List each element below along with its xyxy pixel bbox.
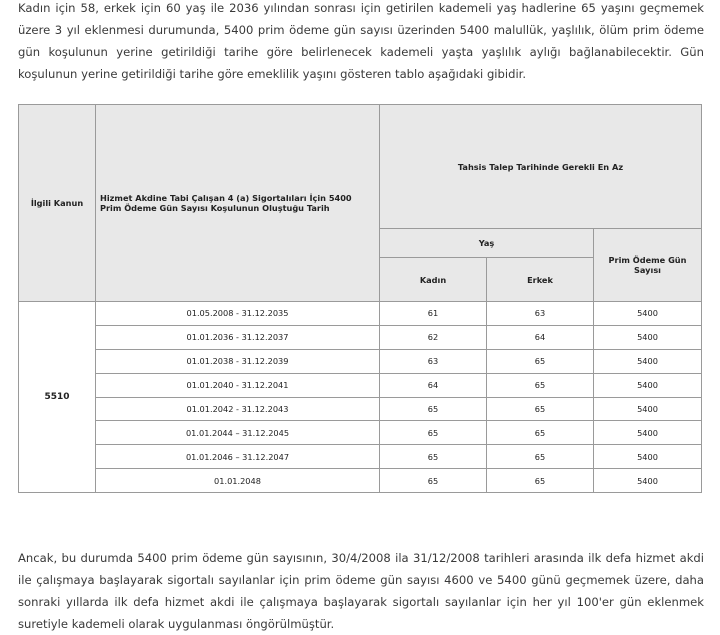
male-age-cell: 63 (487, 302, 594, 326)
date-cell: 01.01.2042 - 31.12.2043 (96, 397, 380, 421)
header-required-minimum: Tahsis Talep Tarihinde Gerekli En Az (380, 105, 702, 229)
table-row (19, 421, 702, 445)
table-row (19, 373, 702, 397)
outro-paragraph: Ancak, bu durumda 5400 prim ödeme gün sayısının, 30/4/2008 ila 31/12/2008 tarihleri arasında ilk defa hizmet akdi ile çalışmaya başlayarak sigortalı sayılanlar için prim ödeme gün sayısı 4600 ve 5400 günü geçmemek üzere, daha sonraki yıllarda ilk defa hizmet akdi ile çalışmaya başlayarak sigortalı sayılanlar için her yıl 100'er gün eklenmek suretiyle kademeli olarak uygulanması öngörülmüştür. (18, 551, 704, 631)
intro-paragraph: Kadın için 58, erkek için 60 yaş ile 2036 yılından sonrası için getirilen kademeli yaş hadlerine 65 yaşını geçmemek üzere 3 yıl eklenmesi durumunda, 5400 prim ödeme gün sayısı üzerinden 5400 malullük, yaşlılık, ölüm prim ödeme gün koşulunun yerine getirildiği tarihe göre belirlenecek kademeli yaşta yaşlılık aylığı bağlanabilecektir. Gün koşulunun yerine getirildiği tarihe göre emeklilik yaşını gösteren tablo aşağıdaki gibidir. (18, 1, 704, 81)
premium-days-cell: 5400 (594, 445, 702, 469)
date-cell: 01.01.2046 – 31.12.2047 (96, 445, 380, 469)
header-premium-days: Prim Ödeme Gün Sayısı (594, 229, 702, 302)
female-age-cell: 65 (380, 421, 487, 445)
female-age-cell: 62 (380, 325, 487, 349)
female-age-cell: 65 (380, 397, 487, 421)
male-age-cell: 65 (487, 445, 594, 469)
female-age-cell: 63 (380, 349, 487, 373)
date-cell: 01.01.2038 - 31.12.2039 (96, 349, 380, 373)
header-condition-date: Hizmet Akdine Tabi Çalışan 4 (a) Sigortalıları İçin 5400 Prim Ödeme Gün Sayısı Koşulunun Oluştuğu Tarih (96, 105, 380, 302)
header-female: Kadın (380, 258, 487, 302)
male-age-cell: 65 (487, 373, 594, 397)
premium-days-cell: 5400 (594, 421, 702, 445)
date-cell: 01.01.2044 – 31.12.2045 (96, 421, 380, 445)
premium-days-cell: 5400 (594, 397, 702, 421)
table-row (19, 469, 702, 493)
male-age-cell: 65 (487, 469, 594, 493)
header-law: İlgili Kanun (19, 105, 96, 302)
retirement-age-table (18, 104, 702, 493)
male-age-cell: 65 (487, 421, 594, 445)
table-row (19, 445, 702, 469)
male-age-cell: 65 (487, 397, 594, 421)
date-cell: 01.01.2040 - 31.12.2041 (96, 373, 380, 397)
female-age-cell: 65 (380, 445, 487, 469)
table-row (19, 302, 702, 326)
table-row (19, 325, 702, 349)
premium-days-cell: 5400 (594, 302, 702, 326)
premium-days-cell: 5400 (594, 325, 702, 349)
header-age: Yaş (380, 229, 594, 258)
female-age-cell: 65 (380, 469, 487, 493)
header-male: Erkek (487, 258, 594, 302)
male-age-cell: 65 (487, 349, 594, 373)
premium-days-cell: 5400 (594, 373, 702, 397)
table-row (19, 397, 702, 421)
female-age-cell: 64 (380, 373, 487, 397)
premium-days-cell: 5400 (594, 349, 702, 373)
law-cell: 5510 (19, 302, 96, 493)
date-cell: 01.01.2048 (96, 469, 380, 493)
date-cell: 01.01.2036 - 31.12.2037 (96, 325, 380, 349)
date-cell: 01.05.2008 - 31.12.2035 (96, 302, 380, 326)
table-row (19, 349, 702, 373)
female-age-cell: 61 (380, 302, 487, 326)
premium-days-cell: 5400 (594, 469, 702, 493)
male-age-cell: 64 (487, 325, 594, 349)
